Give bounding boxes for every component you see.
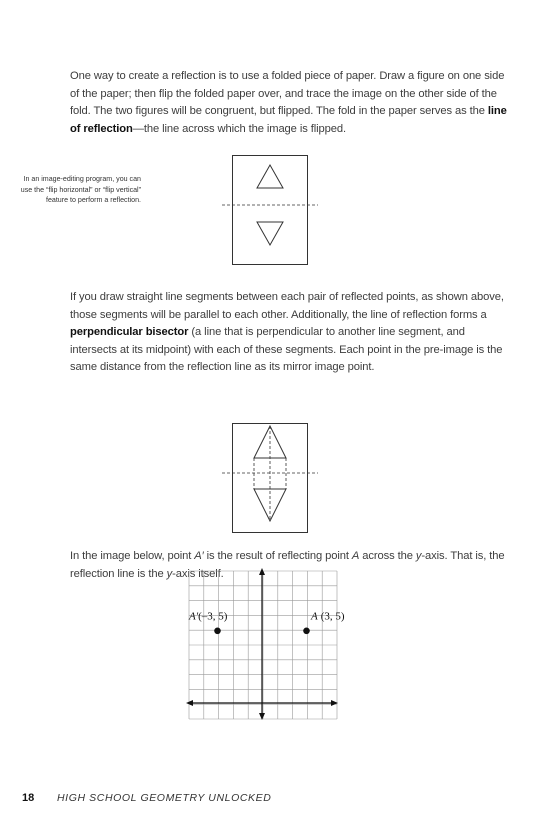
figure-reflected-triangles-segments — [232, 423, 308, 533]
point-a-prime — [214, 628, 221, 635]
label-a: A (3, 5) — [311, 610, 345, 623]
term-perpendicular-bisector: perpendicular bisector — [70, 326, 189, 338]
paragraph-perpendicular-bisector — [70, 289, 510, 377]
para1-text-end: —the line across which the image is flipped. — [132, 122, 346, 135]
triangle-down — [257, 222, 283, 245]
y-axis-arrow-up — [259, 568, 265, 575]
book-title: HIGH SCHOOL GEOMETRY UNLOCKED — [57, 792, 272, 804]
triangle-up — [257, 165, 283, 188]
page-number: 18 — [22, 792, 35, 804]
sidenote-image-editing: In an image-editing program, you can use the “flip horizontal” or “flip vertical” feature to perform a reflection. — [20, 175, 141, 205]
point-a-ref: A — [351, 550, 360, 562]
para2-text-end: (a line that is perpendicular to another line segment, and intersects at its midpoint) with each of these segments. Each point in the pre-image is the same distance from the reflection line as its mirror image point. — [70, 326, 503, 373]
paper-outline — [233, 156, 308, 265]
x-axis-arrow-left — [186, 700, 193, 706]
term-line-of-reflection: line of reflection — [70, 105, 507, 135]
para2-text: If you draw straight line segments between each pair of reflected points, as shown above, those segments will be parallel to each other. Additionally, the line of reflection forms a — [70, 291, 504, 321]
point-a — [303, 628, 310, 635]
coordinate-grid-figure — [186, 568, 345, 720]
para1-text: One way to create a reflection is to use a folded piece of paper. Draw a figure on one side of the paper; then flip the folded paper over, and trace the image on the other side of the fold. The two figures will be congruent, but flipped. The fold in the paper serves as the — [70, 70, 505, 117]
paragraph-y-axis-reflection: In the image below, point A′ is the result of reflecting point A across the y-axis. That is, the reflection line is the y-axis itself. — [70, 550, 505, 580]
grid-lines — [189, 571, 337, 719]
paragraph-folded-paper — [70, 68, 510, 138]
label-a-prime: A′(–3, 5) — [189, 610, 228, 623]
figure-folded-paper-triangles — [232, 155, 308, 265]
point-a-prime-ref: A′ — [194, 550, 204, 562]
